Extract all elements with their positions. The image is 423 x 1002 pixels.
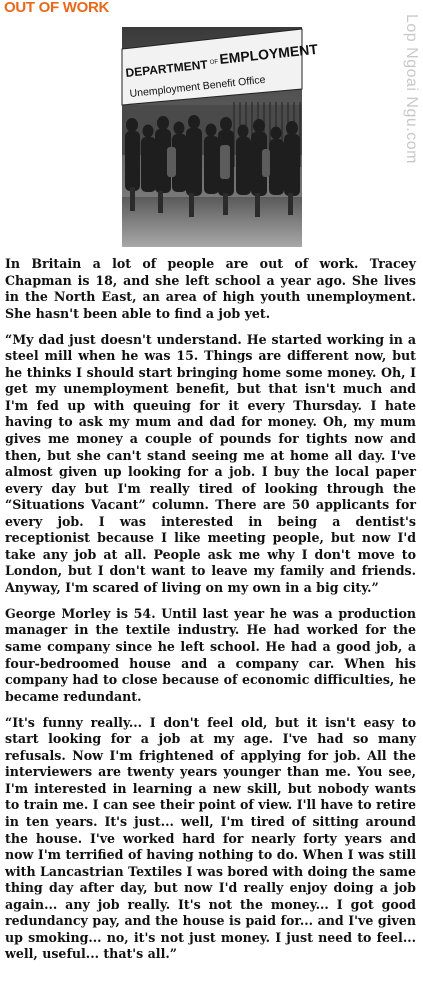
page-title: OUT OF WORK	[4, 0, 110, 16]
watermark: Lop Ngoai Ngu.com	[403, 14, 420, 164]
paragraph-intro-george: George Morley is 54. Until last year he was a production manager in the textile industry. He had worked for the same company since he left school. He had a good job, a four-bedroomed house and a company car. When his company had to close because of economic difficulties, he became redundant.	[5, 605, 416, 704]
paragraph-george-quote: “It's funny really... I don't feel old, but it isn't easy to start looking for a job at my age. I've had so many refusals. Now I'm frightened of applying for job. All the interviewers are twenty years younger than me. You see, I'm interested in learning a new skill, but nobody wants to train me. I can see their point of view. I'll have to retire in ten years. It's just... well, I'm tired of sitting around the house. I've worked hard for nearly forty years and now I'm terrified of having nothing to do. When I was still with Lancastrian Textiles I was bored with doing the same thing day after day, but now I'd really enjoy doing a job again... any job really. It's not the money... I got good redundancy pay, and the house is paid for... and I've given up smoking... no, it's not just money. I just need to feel... well, useful... that's all.”	[5, 714, 416, 962]
paragraph-intro-tracey: In Britain a lot of people are out of work. Tracey Chapman is 18, and she left school a year ago. She lives in the North East, an area of high youth unemployment. She hasn't been able to find a job yet.	[5, 256, 416, 321]
paragraph-tracey-quote: “My dad just doesn't understand. He started working in a steel mill when he was 15. Things are different now, but he thinks I should start bringing home some money. Oh, I get my unemployment benefit, but that isn't much and I'm fed up with queuing for it every Thursday. I hate having to ask my mum and dad for money. Oh, my mum gives me money a couple of pounds for tights now and then, but she can't stand seeing me at home all day. I've almost given up looking for a job. I buy the local paper every day but I'm really tired of looking through the “Situations Vacant” column. There are 50 applicants for every job. I was interested in being a dentist's receptionist because I like meeting people, but now I'd take any job at all. People ask me why I don't move to London, but I don't want to leave my family and friends. Anyway, I'm scared of living on my own in a big city.”	[5, 331, 416, 595]
sign-of: OF	[209, 59, 219, 66]
sign-department: DEPARTMENT	[124, 57, 209, 80]
sign-employment: EMPLOYMENT	[218, 40, 319, 67]
sign-benefit-office: Unemployment Benefit Office	[129, 73, 266, 100]
article-body	[5, 256, 416, 972]
unemployment-office-photo	[122, 27, 319, 247]
